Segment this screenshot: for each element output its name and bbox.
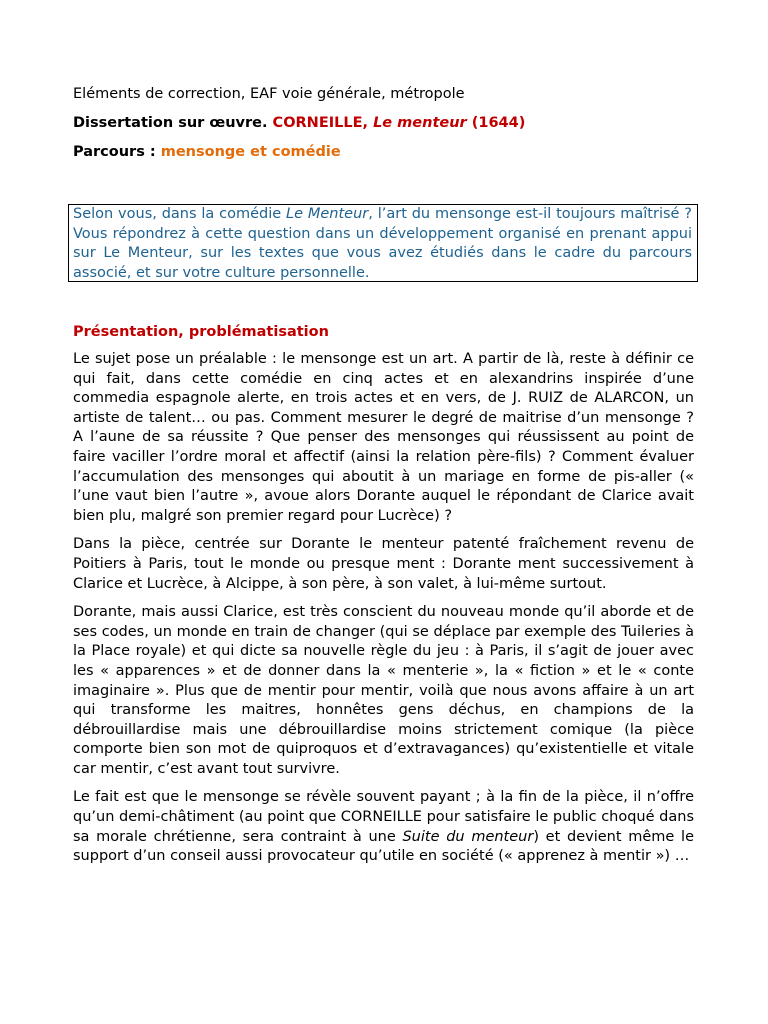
paragraph-2: Dans la pièce, centrée sur Dorante le menteur patenté fraîchement revenu de Poitiers à Paris, tout le monde ou presque ment : Dorante ment successivement à Clarice et Lucrèce, à Alcippe, à son père, à son valet, à lui-même surtout.: [73, 536, 694, 592]
header-line-1: [73, 84, 694, 104]
author-name: CORNEILLE,: [272, 115, 374, 131]
paragraph-3: Dorante, mais aussi Clarice, est très conscient du nouveau monde qu’il aborde et de ses codes, un monde en train de changer (qui se déplace par exemple des Tuileries à la Place royale) et qui dicte sa nouvelle règle du jeu : à Paris, il s’agit de jouer avec les « apparences » et de donner dans la « menterie », la « fiction » et le « conte imaginaire ». Plus que de mentir pour mentir, voilà que nous avons affaire à un art qui transforme les maitres, honnêtes gens déchus, en champions de la débrouillardise mais une débrouillardise moins strictement comique (la pièce comporte bien son mot de quiproquos et d’extravagances) qu’existentielle et vitale car mentir, c’est avant tout survivre.: [73, 604, 694, 777]
exam-context: Eléments de correction, EAF voie générale, métropole: [73, 86, 465, 102]
parcours-value: mensonge et comédie: [160, 144, 341, 160]
paragraph-4: Le fait est que le mensonge se révèle souvent payant ; à la fin de la pièce, il n’offre qu’un demi-châtiment (au point que CORNEILLE pour satisfaire le public choqué dans sa morale chrétienne, sera contraint à une Suite du menteur) et devient même le support d’un conseil aussi provocateur qu’utile en société (« apprenez à mentir ») …: [73, 789, 694, 865]
paragraph-1: Le sujet pose un préalable : le mensonge est un art. A partir de là, reste à définir ce qui fait, dans cette comédie en cinq actes et en alexandrins inspirée d’une commedia espagnole alerte, en trois actes et en vers, de J. RUIZ de ALARCON, un artiste de talent… ou pas. Comment mesurer le degré de maitrise d’un mensonge ? A l’aune de sa réussite ? Que penser des mensonges qui réussissent au point de faire vaciller l’ordre moral et affectif (ainsi la relation père-fils) ? Comment évaluer l’accumulation des mensonges qui aboutit à un mariage en forme de pis-aller (« l’une vaut bien l’autre », avoue alors Dorante auquel le répondant de Clarice avait bien plu, malgré son premier regard pour Lucrèce) ?: [73, 351, 694, 524]
dissertation-label: Dissertation sur œuvre.: [73, 115, 273, 131]
header-line-3: [73, 142, 694, 162]
section-title: Présentation, problématisation: [73, 324, 329, 340]
body-text: [73, 350, 694, 876]
work-year: (1644): [466, 115, 526, 131]
header-line-2: [73, 113, 694, 133]
work-title: Le menteur: [373, 115, 467, 131]
question-box: [68, 204, 698, 282]
parcours-label: Parcours :: [73, 144, 161, 160]
question-text: Selon vous, dans la comédie Le Menteur, l’art du mensonge est-il toujours maîtrisé ? Vous répondrez à cette question dans un développement organisé en prenant appui sur Le Menteur, sur les textes que vous avez étudiés dans le cadre du parcours associé, et sur votre culture personnelle.: [73, 206, 692, 281]
document-header: [73, 84, 694, 171]
